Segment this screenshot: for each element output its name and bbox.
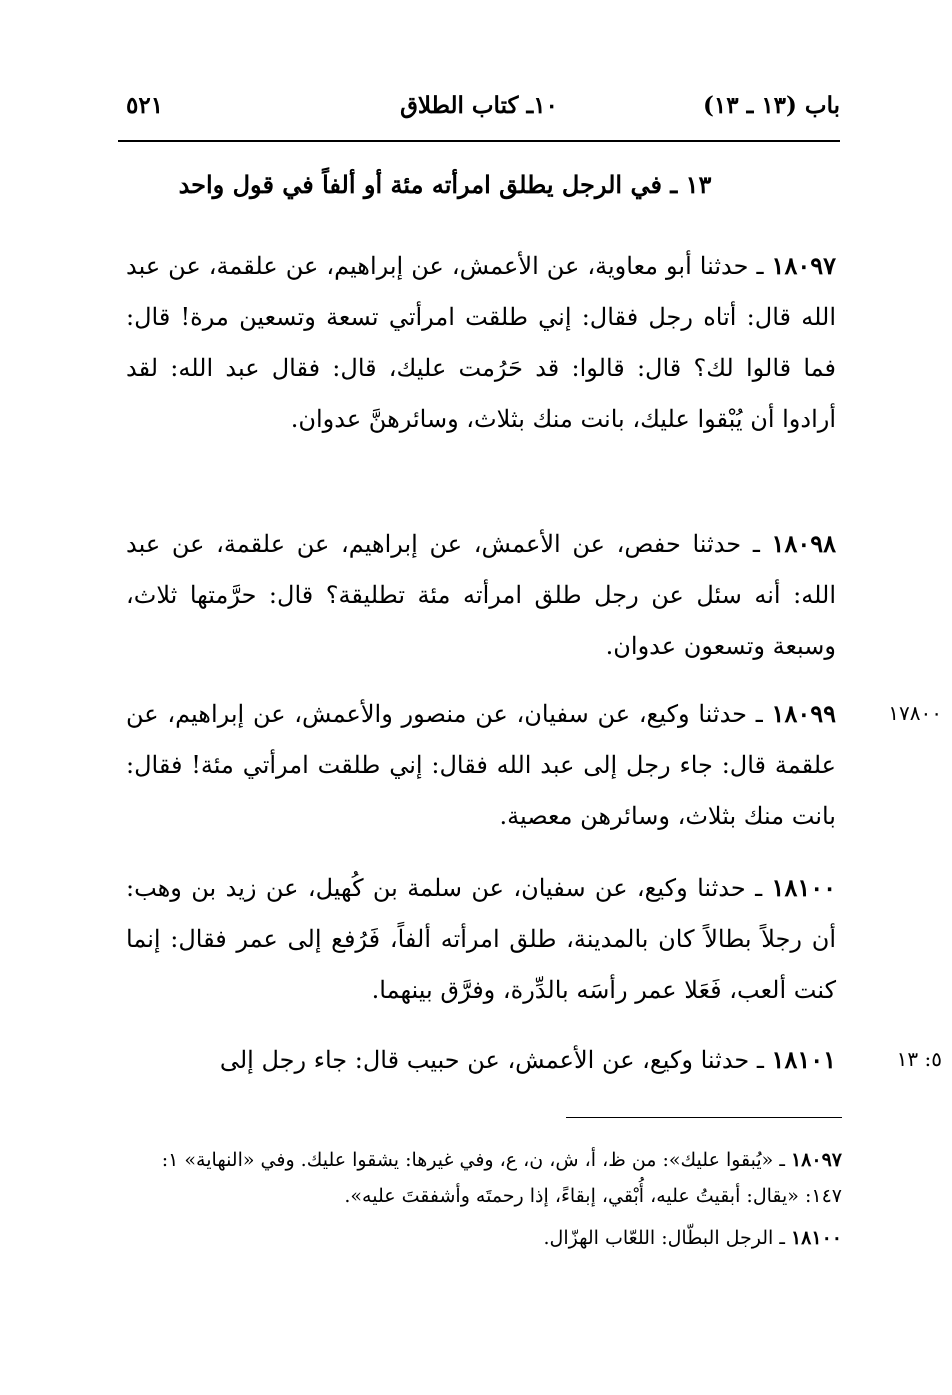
hadith-text: ـ حدثنا وكيع، عن الأعمش، عن حبيب قال: جاء رجل إلى: [219, 1046, 772, 1074]
chapter-heading: ١٣ ـ في الرجل يطلق امرأته مئة أو ألفاً في قول واحد: [178, 170, 712, 199]
footnote-divider: [566, 1117, 842, 1118]
footnote-number: ١٨١٠٠: [790, 1227, 842, 1249]
header-divider: [118, 140, 840, 142]
footnote-text: ـ «يُبقوا عليك»: من ظ، أ، ش، ن، ع، وفي غيرها: يشقوا عليك. وفي «النهاية» ١: ١٤٧: «يقال: أبقيتُ عليه، أُبْقي، إبقاءً، إذا رحمتَه وأشفقتَ عليه».: [161, 1149, 842, 1207]
hadith-number: ١٨١٠٠: [771, 873, 836, 902]
hadith-number: ١٨١٠١: [771, 1045, 836, 1074]
footnote-number: ١٨٠٩٧: [790, 1149, 842, 1171]
hadith-entry: [126, 862, 836, 1016]
hadith-text: ـ حدثنا حفص، عن الأعمش، عن إبراهيم، عن علقمة، عن عبد الله: أنه سئل عن رجل طلق امرأته مئة تطليقة؟ قال: حرَّمتها ثلاث، وسبعة وتسعون عدوان.: [126, 530, 836, 660]
hadith-entry: [126, 688, 836, 842]
hadith-entry: [126, 1034, 836, 1086]
hadith-entry: [126, 240, 836, 445]
hadith-text: ـ حدثنا أبو معاوية، عن الأعمش، عن إبراهيم، عن علقمة، عن عبد الله قال: أتاه رجل فقال: إني طلقت امرأتي تسعة وتسعين مرة! قال: فما قالوا لك؟ قال: قالوا: قد حَرُمت عليك، قال: فقال عبد الله: لقد أرادوا أن يُبْقوا عليك، بانت منك بثلاث، وسائرهنَّ عدوان.: [126, 252, 836, 433]
footnote: [132, 1220, 842, 1256]
hadith-number: ١٨٠٩٨: [771, 529, 836, 558]
page-header: [118, 88, 840, 128]
page-number: ٥٢١: [126, 92, 164, 119]
hadith-number: ١٨٠٩٧: [771, 251, 836, 280]
footnotes: [132, 1142, 842, 1262]
footnote: [132, 1142, 842, 1214]
footnote-text: ـ الرجل البطّال: اللعّاب الهزّال.: [543, 1227, 791, 1249]
hadith-text: ـ حدثنا وكيع، عن سفيان، عن سلمة بن كُهيل، عن زيد بن وهب: أن رجلاً بطالاً كان بالمدينة، طلق امرأته ألفاً، فَرُفع إلى عمر فقال: إنما كنت ألعب، فَعَلا عمر رأسَه بالدِّرة، وفرَّق بينهما.: [126, 874, 836, 1004]
hadith-entry: [126, 518, 836, 672]
book-title: ١٠ـ كتاب الطلاق: [400, 92, 558, 119]
hadith-text: ـ حدثنا وكيع، عن سفيان، عن منصور والأعمش، عن إبراهيم، عن علقمة قال: جاء رجل إلى عبد الله فقال: إني طلقت امرأتي مئة! فقال: بانت منك بثلاث، وسائرهن معصية.: [126, 700, 836, 830]
chapter-range: باب (١٣ ـ ١٣): [702, 92, 840, 119]
margin-reference: ٥: ١٣: [896, 1047, 942, 1071]
hadith-number: ١٨٠٩٩: [771, 699, 836, 728]
margin-reference: ١٧٨٠٠: [888, 701, 942, 725]
